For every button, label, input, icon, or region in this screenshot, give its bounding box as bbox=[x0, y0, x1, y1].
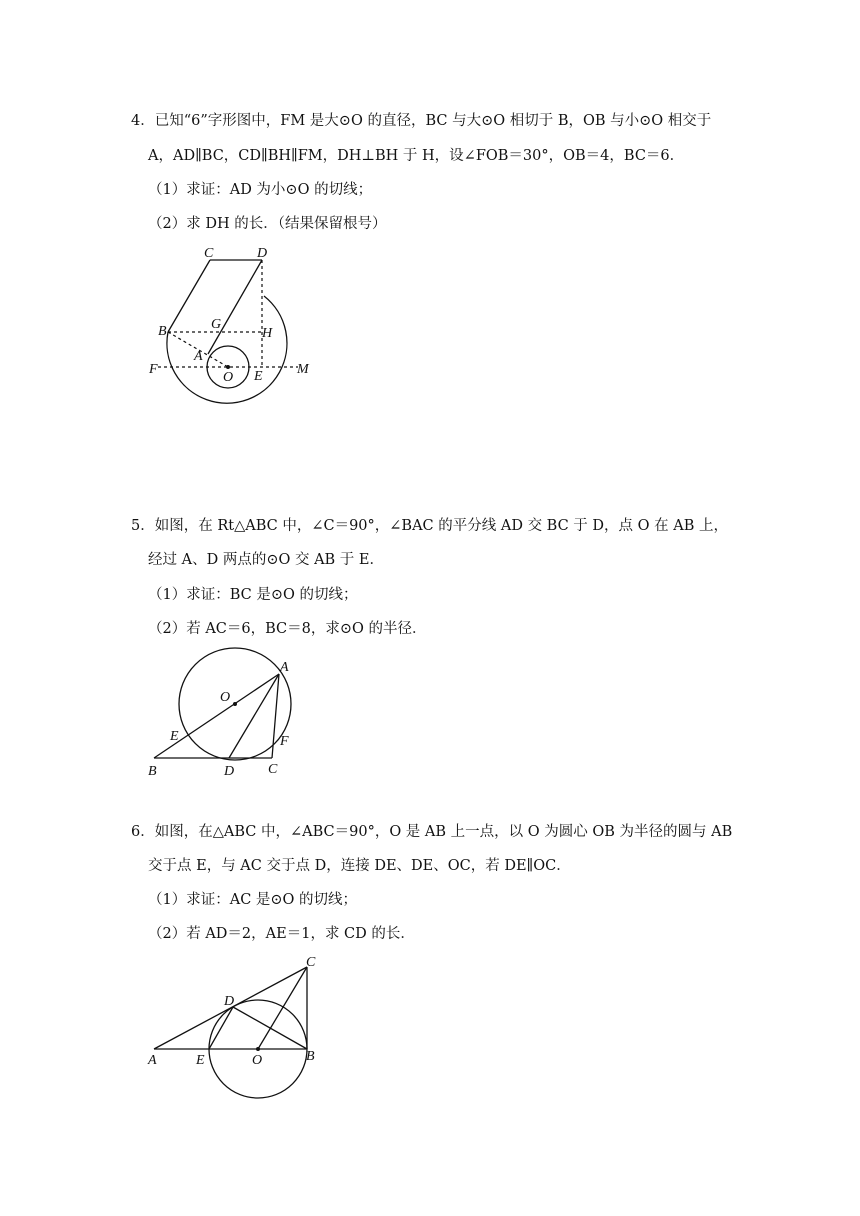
label-d: D bbox=[224, 994, 235, 1009]
label-d: D bbox=[257, 246, 268, 261]
problem-5-question-1: （1）求证：BC 是⊙O 的切线； bbox=[148, 587, 358, 603]
label-h: H bbox=[262, 326, 273, 341]
label-o: O bbox=[223, 370, 234, 385]
label-g: G bbox=[211, 317, 222, 332]
label-f: F bbox=[149, 362, 158, 377]
label-d: D bbox=[224, 764, 235, 779]
problem-4-stem-line-1: 4．已知“6”字形图中，FM 是大⊙O 的直径，BC 与大⊙O 相切于 B，OB 与小⊙O 相交于 bbox=[131, 113, 712, 129]
label-e: E bbox=[196, 1053, 205, 1068]
label-b: B bbox=[148, 764, 157, 779]
segment-co bbox=[258, 967, 307, 1049]
label-o: O bbox=[252, 1053, 263, 1068]
problem-6-question-2: （2）若 AD＝2，AE＝1，求 CD 的长． bbox=[148, 926, 415, 942]
label-e: E bbox=[254, 369, 263, 384]
label-a: A bbox=[280, 660, 289, 675]
label-o: O bbox=[220, 690, 231, 705]
label-a: A bbox=[194, 349, 203, 364]
segment-db bbox=[233, 1007, 307, 1049]
problem-6-stem-line-1: 6．如图，在△ABC 中，∠ABC＝90°，O 是 AB 上一点，以 O 为圆心 OB 为半径的圆与 AB bbox=[131, 824, 733, 840]
segment-ad bbox=[208, 260, 262, 354]
problem-4-question-2: （2）求 DH 的长．（结果保留根号） bbox=[148, 216, 387, 232]
label-b: B bbox=[306, 1049, 315, 1064]
label-c: C bbox=[306, 955, 316, 970]
problem-6-figure bbox=[140, 950, 340, 1105]
label-b: B bbox=[158, 324, 167, 339]
label-m: M bbox=[297, 362, 309, 377]
label-a: A bbox=[148, 1053, 157, 1068]
problem-4-question-1: （1）求证：AD 为小⊙O 的切线； bbox=[148, 182, 373, 198]
segment-ba bbox=[154, 674, 279, 758]
point-o bbox=[233, 702, 237, 706]
segment-ac bbox=[272, 674, 279, 758]
label-c: C bbox=[268, 762, 278, 777]
label-f: F bbox=[280, 734, 289, 749]
label-c: C bbox=[204, 246, 214, 261]
problem-5-stem-line-1: 5．如图，在 Rt△ABC 中，∠C＝90°，∠BAC 的平分线 AD 交 BC 于 D，点 O 在 AB 上， bbox=[131, 518, 728, 534]
problem-4-figure bbox=[140, 240, 340, 440]
problem-5-question-2: （2）若 AC＝6，BC＝8，求⊙O 的半径． bbox=[148, 621, 427, 637]
point-o bbox=[226, 365, 230, 369]
big-circle bbox=[167, 296, 287, 403]
segment-ad bbox=[229, 674, 279, 758]
problem-5-figure bbox=[140, 645, 310, 780]
problem-4-stem-line-2: A，AD∥BC，CD∥BH∥FM，DH⊥BH 于 H，设∠FOB＝30°，OB＝4，BC＝6． bbox=[148, 148, 685, 164]
problem-5-stem-line-2: 经过 A、D 两点的⊙O 交 AB 于 E． bbox=[148, 552, 384, 568]
problem-6-stem-line-2: 交于点 E，与 AC 交于点 D，连接 DE、DE、OC，若 DE∥OC． bbox=[148, 858, 571, 874]
segment-bc bbox=[168, 260, 210, 332]
problem-6-question-1: （1）求证：AC 是⊙O 的切线； bbox=[148, 892, 358, 908]
label-e: E bbox=[170, 729, 179, 744]
point-o bbox=[256, 1047, 260, 1051]
